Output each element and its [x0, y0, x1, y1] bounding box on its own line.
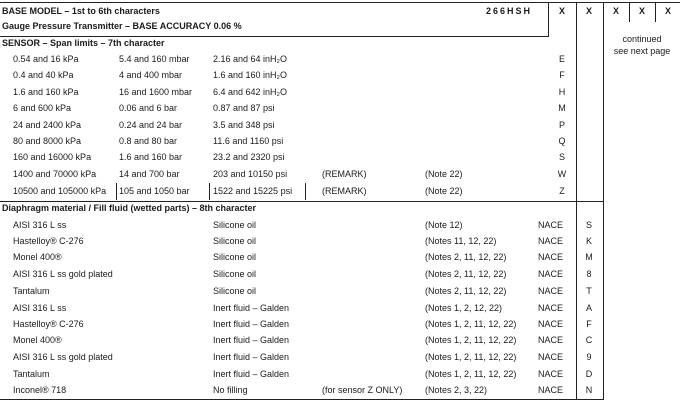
continued-note-line1: continued [622, 34, 662, 44]
diaphragm-code: T [586, 286, 592, 296]
diaphragm-code: N [585, 385, 593, 395]
diaphragm-note: (Notes 1, 2, 11, 12, 22) [425, 319, 517, 329]
column-divider-2 [603, 2, 604, 400]
diaphragm-code: 9 [586, 352, 592, 362]
diaphragm-material: AISI 316 L ss [13, 303, 67, 313]
diaphragm-material: AISI 316 L ss gold plated [13, 352, 113, 362]
sensor-cell-divider [209, 183, 210, 200]
continued-note-line2: see next page [613, 46, 671, 56]
fill-fluid: Silicone oil [213, 220, 257, 230]
nace-label: NACE [538, 236, 564, 246]
diaphragm-code: C [585, 335, 593, 345]
diaphragm-note: (Notes 2, 11, 12, 22) [425, 269, 507, 279]
sensor-range-kpa: 1.6 and 160 kPa [13, 87, 79, 97]
fill-fluid: Inert fluid – Galden [213, 303, 290, 313]
diaphragm-code: F [586, 319, 592, 329]
diaphragm-remark: (for sensor Z ONLY) [322, 385, 403, 395]
sensor-range-kpa: 6 and 600 kPa [13, 103, 72, 113]
fill-fluid: Inert fluid – Galden [213, 335, 290, 345]
sensor-code: P [558, 120, 565, 130]
diaphragm-material: Monel 400® [13, 335, 62, 345]
header-x-4: X [638, 6, 645, 16]
diaphragm-note: (Notes 2, 11, 12, 22) [425, 252, 507, 262]
sensor-range-psi: 23.2 and 2320 psi [213, 152, 285, 162]
header-right-border [548, 2, 549, 37]
diaphragm-note: (Notes 1, 2, 11, 12, 22) [425, 352, 517, 362]
diaphragm-material: Hastelloy® C-276 [13, 236, 84, 246]
bottom-border [0, 399, 603, 400]
nace-label: NACE [538, 369, 564, 379]
sensor-range-psi: 0.87 and 87 psi [213, 103, 275, 113]
fill-fluid: No filling [213, 385, 248, 395]
header-x-3: X [612, 6, 619, 16]
sensor-code: Q [558, 136, 566, 146]
diaphragm-material: Inconel® 718 [13, 385, 67, 395]
base-model-heading: BASE MODEL – 1st to 6th characters [2, 6, 160, 16]
nace-label: NACE [538, 286, 564, 296]
diaphragm-material: Tantalum [13, 369, 50, 379]
sensor-range-kpa: 10500 and 105000 kPa [13, 186, 107, 196]
sensor-range-kpa: 24 and 2400 kPa [13, 120, 82, 130]
sensor-range-psi: 3.5 and 348 psi [213, 120, 275, 130]
fill-fluid: Inert fluid – Galden [213, 319, 290, 329]
sensor-range-mbar: 0.06 and 6 bar [119, 103, 178, 113]
diaphragm-material: Hastelloy® C-276 [13, 319, 84, 329]
header-bottom-border [0, 36, 548, 37]
sensor-range-mbar: 5.4 and 160 mbar [119, 54, 190, 64]
fill-fluid: Inert fluid – Galden [213, 369, 290, 379]
nace-label: NACE [538, 385, 564, 395]
base-model-code: 266HSH [486, 6, 533, 16]
diaphragm-material: AISI 316 L ss [13, 220, 67, 230]
sensor-code: Z [559, 186, 565, 196]
sensor-code: H [558, 87, 566, 97]
column-divider-4 [655, 2, 656, 22]
sensor-code: W [557, 169, 567, 179]
sensor-range-inh2o: 6.4 and 642 inH₂O [213, 87, 288, 97]
sensor-range-mbar: 4 and 400 mbar [119, 70, 183, 80]
diaphragm-note: (Notes 2, 11, 12, 22) [425, 286, 507, 296]
diaphragm-section-heading: Diaphragm material / Fill fluid (wetted parts) – 8th character [2, 203, 257, 213]
nace-label: NACE [538, 269, 564, 279]
sensor-range-bar: 14 and 700 bar [119, 169, 180, 179]
nace-label: NACE [538, 220, 564, 230]
nace-label: NACE [538, 352, 564, 362]
sensor-range-kpa: 0.4 and 40 kPa [13, 70, 74, 80]
diaphragm-code: D [585, 369, 593, 379]
sensor-range-kpa: 80 and 8000 kPa [13, 136, 82, 146]
header-x-5: X [664, 6, 671, 16]
diaphragm-note: (Notes 1, 2, 11, 12, 22) [425, 369, 517, 379]
sensor-range-inh2o: 2.16 and 64 inH₂O [213, 54, 288, 64]
diaphragm-code: A [585, 303, 592, 313]
sensor-cell-divider [116, 183, 117, 200]
sensor-range-mbar: 16 and 1600 mbar [119, 87, 193, 97]
sensor-range-kpa: 0.54 and 16 kPa [13, 54, 79, 64]
diaphragm-code: 8 [586, 269, 592, 279]
diaphragm-code: M [585, 252, 593, 262]
header-x-1: X [558, 6, 565, 16]
nace-label: NACE [538, 335, 564, 345]
top-border [0, 2, 680, 3]
column-divider-3 [629, 2, 630, 22]
sensor-range-psi: 11.6 and 1160 psi [213, 136, 284, 146]
diaphragm-note: (Notes 2, 3, 22) [425, 385, 488, 395]
nace-label: NACE [538, 252, 564, 262]
sensor-range-psi: 203 and 10150 psi [213, 169, 288, 179]
diaphragm-note: (Notes 1, 2, 12, 22) [425, 303, 503, 313]
sensor-section-heading: SENSOR – Span limits – 7th character [2, 38, 165, 48]
sensor-range-kpa: 160 and 16000 kPa [13, 152, 92, 162]
fill-fluid: Inert fluid – Galden [213, 352, 290, 362]
sensor-range-bar: 0.8 and 80 bar [119, 136, 178, 146]
sensor-range-psi: 1522 and 15225 psi [213, 186, 293, 196]
diaphragm-note: (Notes 11, 12, 22) [425, 236, 497, 246]
fill-fluid: Silicone oil [213, 236, 257, 246]
sensor-range-bar: 0.24 and 24 bar [119, 120, 183, 130]
sensor-code: M [558, 103, 566, 113]
product-title: Gauge Pressure Transmitter – BASE ACCURACY 0.06 % [2, 21, 242, 31]
sensor-remark: (REMARK) [322, 186, 367, 196]
fill-fluid: Silicone oil [213, 269, 257, 279]
sensor-remark: (REMARK) [322, 169, 367, 179]
sensor-code: E [558, 54, 565, 64]
section-divider-diaphragm [0, 201, 603, 202]
nace-label: NACE [538, 319, 564, 329]
sensor-range-bar: 105 and 1050 bar [119, 186, 190, 196]
diaphragm-code: S [585, 220, 592, 230]
diaphragm-note: (Note 12) [425, 220, 463, 230]
nace-label: NACE [538, 303, 564, 313]
sensor-range-kpa: 1400 and 70000 kPa [13, 169, 97, 179]
sensor-note: (Note 22) [425, 186, 463, 196]
fill-fluid: Silicone oil [213, 286, 257, 296]
diaphragm-code: K [585, 236, 592, 246]
sensor-note: (Note 22) [425, 169, 463, 179]
sensor-cell-divider [305, 183, 306, 200]
sensor-code: S [558, 152, 565, 162]
diaphragm-material: AISI 316 L ss gold plated [13, 269, 113, 279]
header-x-2: X [585, 6, 592, 16]
sensor-range-bar: 1.6 and 160 bar [119, 152, 183, 162]
diaphragm-material: Monel 400® [13, 252, 62, 262]
diaphragm-material: Tantalum [13, 286, 50, 296]
sensor-code: F [559, 70, 565, 80]
diaphragm-note: (Notes 1, 2, 11, 12, 22) [425, 335, 517, 345]
fill-fluid: Silicone oil [213, 252, 257, 262]
sensor-range-inh2o: 1.6 and 160 inH₂O [213, 70, 288, 80]
